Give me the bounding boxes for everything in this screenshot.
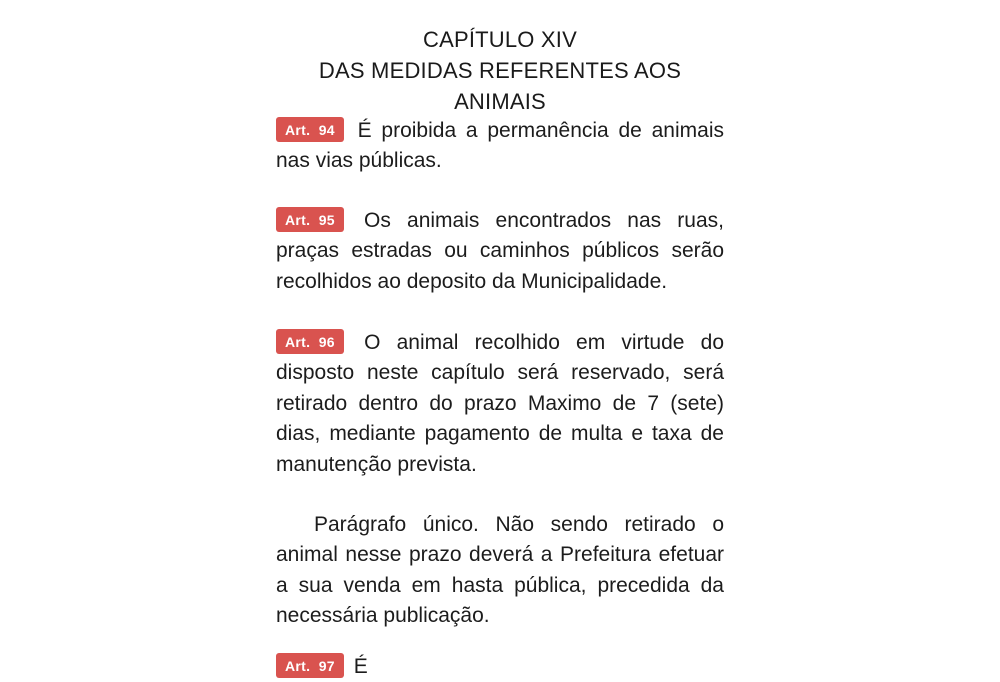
article-badge-partial[interactable]: Art. 97 — [276, 653, 344, 678]
article-96 — [276, 328, 724, 480]
article-text: Os animais encontrados nas ruas, praças estradas ou caminhos públicos serão recolhidos ao deposito da Municipalidade. — [276, 209, 724, 293]
article-text-partial: É — [353, 655, 368, 678]
article-badge[interactable]: Art. 96 — [276, 329, 344, 354]
document-page — [276, 0, 724, 678]
article-94 — [276, 116, 724, 177]
article-badge[interactable]: Art. 95 — [276, 207, 344, 232]
article-badge[interactable]: Art. 94 — [276, 117, 344, 142]
article-partial — [276, 652, 724, 682]
chapter-number: CAPÍTULO XIV — [423, 27, 577, 52]
article-text: O animal recolhido em virtude do disposto neste capítulo será reservado, será retirado dentro do prazo Maximo de 7 (sete) dias, mediante pagamento de multa e taxa de manutenção prevista. — [276, 331, 724, 476]
article-text: É proibida a permanência de animais nas vias públicas. — [276, 119, 724, 173]
article-95 — [276, 206, 724, 297]
paragrafo-unico: Parágrafo único. Não sendo retirado o animal nesse prazo deverá a Prefeitura efetuar a sua venda em hasta pública, precedida da necessária publicação. — [276, 513, 724, 628]
chapter-title: DAS MEDIDAS REFERENTES AOS ANIMAIS — [318, 58, 682, 114]
chapter-heading — [276, 24, 724, 117]
